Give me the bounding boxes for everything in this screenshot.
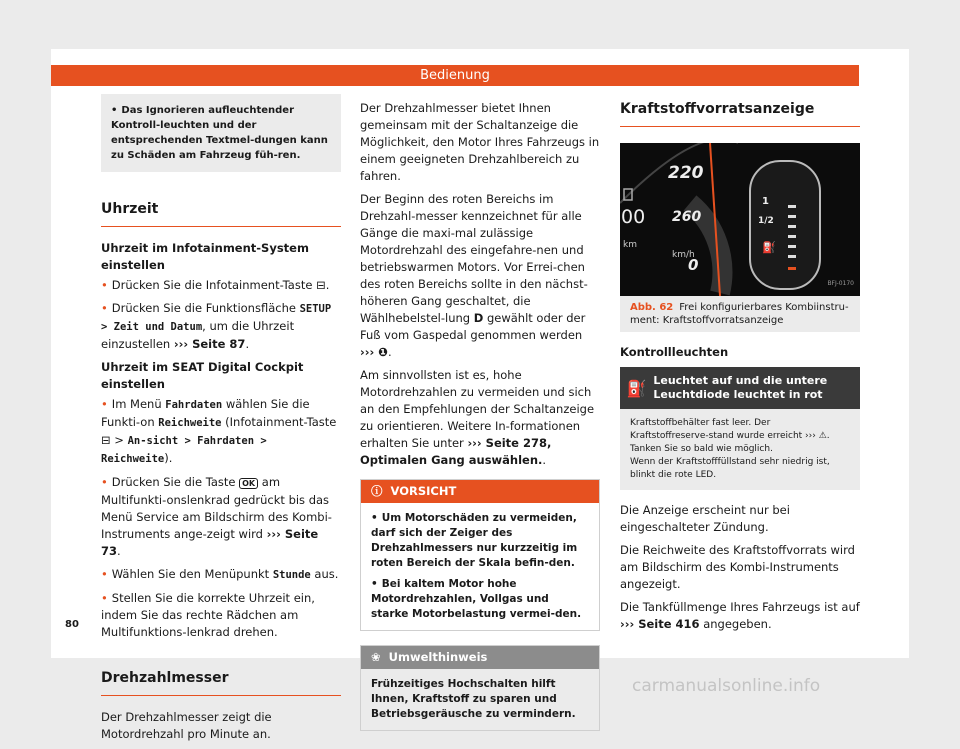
step-infotainment-button: • Drücken Sie die Infotainment-Taste ⊟. <box>101 277 341 294</box>
cluster-illustration <box>620 143 860 296</box>
speed-unit: km/h <box>672 250 695 260</box>
odometer-value: 00 <box>621 206 646 228</box>
paragraph-2: Der Beginn des roten Bereichs im Drehzahl-messer kennzeichnet für alle Gänge die maxi-mal zulässige Motordrehzahl des eingefahre-nen und betriebswarmen Motors. Vor Errei-chen des roten Bereichs sollte in den nächst-höheren Gang geschaltet, die Wählhebelstel-lung D gewählt oder der Fuß vom Gaspedal genommen werden ››› ❶. <box>360 192 588 359</box>
indicator-description: Kraftstoffbehälter fast leer. Der Kraftstoffreserve-stand wurde erreicht ››› ⚠. Tanken Sie so bald wie möglich. Wenn der Kraftstofffüllstand sehr niedrig ist, blinkt die rote LED. <box>620 409 860 490</box>
fuel-scale-full: 1 <box>762 196 769 207</box>
ok-button-icon: OK <box>239 478 258 489</box>
heading-drehzahlmesser: Drehzahlmesser <box>101 667 341 696</box>
caution-body: • Um Motorschäden zu vermeiden, darf sich der Zeiger des Drehzahlmessers nur kurzzeitig im roten Bereich der Skala befin-den. • Bei kaltem Motor hohe Motordrehzahlen, Vollgas und starke Motorbelastung vermei-den. <box>361 503 599 630</box>
paragraph-drehzahl: Der Drehzahlmesser zeigt die Motordrehzahl pro Minute an. <box>101 710 272 741</box>
fuel-pump-icon: ⛽ <box>762 241 776 254</box>
column-1 <box>101 94 341 749</box>
paragraph-1: Der Drehzahlmesser bietet Ihnen gemeinsam mit der Schaltanzeige die Möglichkeit, den Motor Ihres Fahrzeugs in einem geeigneten Drehzahlbereich zu fahren. <box>360 101 600 183</box>
column-3 <box>620 98 860 639</box>
speed-label-220: 220 <box>668 163 704 183</box>
subheading-infotainment: Uhrzeit im Infotainment-System einstellen <box>101 241 309 272</box>
figure-caption: Abb. 62 Frei konfigurierbares Kombiinstru-ment: Kraftstoffvorratsanzeige <box>620 296 860 332</box>
caution-box <box>360 479 600 631</box>
speed-label-260: 260 <box>672 209 702 225</box>
environment-body: Frühzeitiges Hochschalten hilft Ihnen, Kraftstoff zu sparen und Betriebsgeräusche zu vermindern. <box>371 678 576 720</box>
instrument-cluster-figure <box>620 143 860 296</box>
paragraph-zuendung: Die Anzeige erscheint nur bei eingeschalteter Zündung. <box>620 503 790 534</box>
watermark: carmanualsonline.info <box>632 676 821 696</box>
environment-header: ❀ Umwelthinweis <box>361 646 599 669</box>
heading-kraftstoff: Kraftstoffvorratsanzeige <box>620 98 860 127</box>
paragraph-reichweite: Die Reichweite des Kraftstoffvorrats wird am Bildschirm des Kombi-Instruments angezeigt. <box>620 543 855 591</box>
step-fahrdaten: • Im Menü Fahrdaten wählen Sie die Funkti-on Reichweite (Infotainment-Taste ⊟ > An-sicht > Fahrdaten > Reichweite). <box>101 396 341 468</box>
figure-code: BFJ-0170 <box>827 280 854 287</box>
fuel-pump-icon: ⛽ <box>626 378 647 398</box>
subheading-digital-cockpit: Uhrzeit im SEAT Digital Cockpit einstellen <box>101 360 304 391</box>
fuel-scale-half: 1/2 <box>758 216 774 226</box>
heading-uhrzeit: Uhrzeit <box>101 198 341 227</box>
paragraph-3: Am sinnvollsten ist es, hohe Motordrehzahlen zu vermeiden und sich an den Empfehlungen der Schaltanzeige zu orientieren. Weitere In-formationen erhalten Sie unter ››› Seite 278, Optimalen Gang auswählen.. <box>360 368 595 467</box>
section-header: Bedienung <box>51 65 859 86</box>
step-setup: • Drücken Sie die Funktionsfläche SETUP > Zeit und Datum, um die Uhrzeit einzustellen ››› Seite 87. <box>101 300 341 353</box>
speed-value: 0 <box>688 256 699 274</box>
environment-note-box <box>360 645 600 731</box>
caution-header: ⓘ VORSICHT <box>361 480 599 503</box>
step-set-time: • Stellen Sie die korrekte Uhrzeit ein, indem Sie das rechte Rädchen am Multifunktions-lenkrad drehen. <box>101 590 341 641</box>
subheading-kontrollleuchten: Kontrollleuchten <box>620 345 729 359</box>
caution-icon: ⓘ <box>371 484 383 498</box>
column-2 <box>360 100 600 731</box>
step-ok-button: • Drücken Sie die Taste OK am Multifunkti-onslenkrad gedrückt bis das Menü Service am Bildschirm des Kombi-Instruments ange-zeigt wird ››› Seite 73. <box>101 474 341 560</box>
indicator-header: ⛽ Leuchtet auf und die untere Leuchtdiode leuchtet in rot <box>620 367 860 409</box>
leaf-icon: ❀ <box>371 650 381 664</box>
page-number: 80 <box>65 619 79 630</box>
warning-note-box: • Das Ignorieren aufleuchtender Kontroll-leuchten und der entsprechenden Textmel-dungen kann zu Schäden am Fahrzeug füh-ren. <box>101 94 341 172</box>
odometer-unit: km <box>623 240 637 250</box>
paragraph-tankfuellmenge: Die Tankfüllmenge Ihres Fahrzeugs ist auf ››› Seite 416 angegeben. <box>620 600 860 631</box>
step-stunde: • Wählen Sie den Menüpunkt Stunde aus. <box>101 566 341 584</box>
